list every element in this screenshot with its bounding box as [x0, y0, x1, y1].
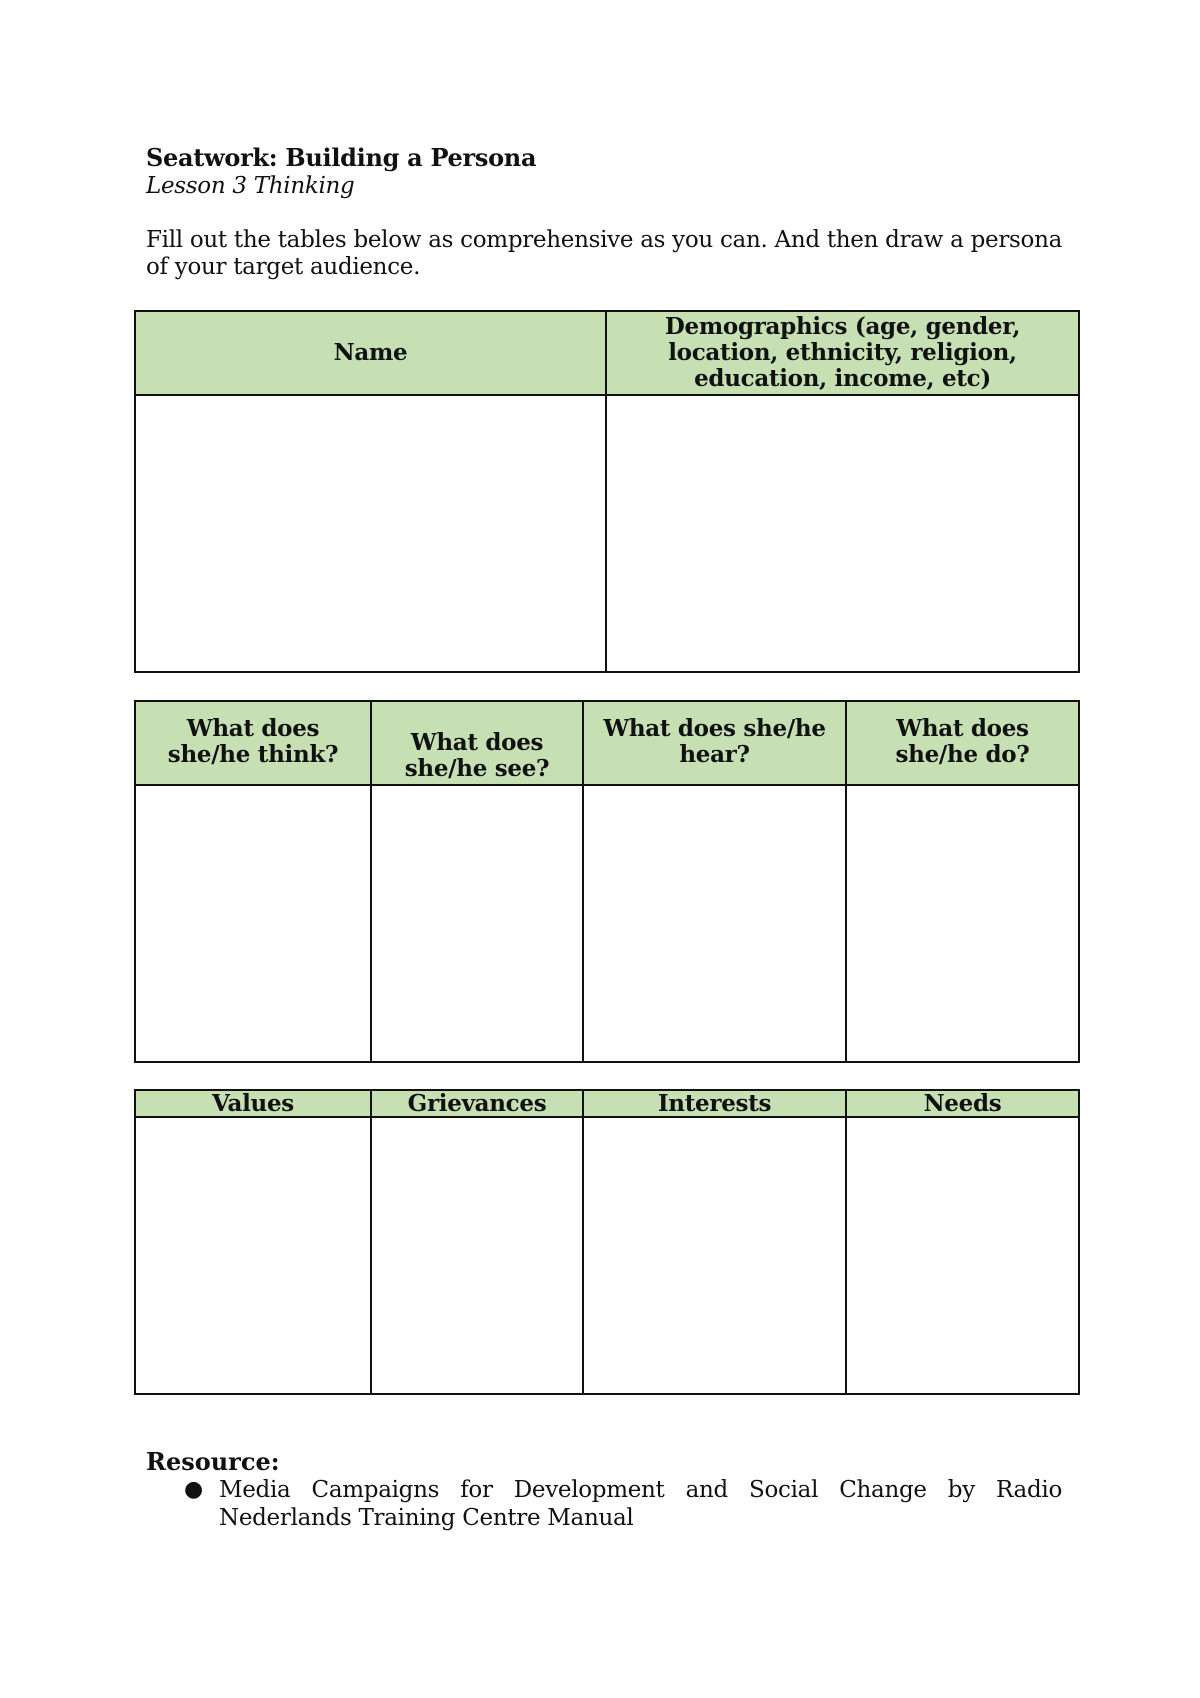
table-header-row: [135, 1090, 1079, 1117]
table-header-row: [135, 701, 1079, 785]
interests-cell[interactable]: [583, 1117, 846, 1394]
interests-header: Interests: [583, 1090, 846, 1117]
profile-table: [134, 310, 1080, 673]
instructions-text: Fill out the tables below as comprehensive as you can. And then draw a persona of your target audience.: [146, 227, 1062, 280]
list-item: [146, 1476, 1062, 1532]
values-header: Values: [135, 1090, 371, 1117]
needs-cell[interactable]: [846, 1117, 1079, 1394]
think-cell[interactable]: [135, 785, 371, 1062]
hear-cell[interactable]: [583, 785, 846, 1062]
bullet-icon: ●: [184, 1477, 203, 1502]
name-cell[interactable]: [135, 395, 606, 672]
grievances-header: Grievances: [371, 1090, 583, 1117]
table-row: [135, 785, 1079, 1062]
table-row: [135, 395, 1079, 672]
table-header-row: [135, 311, 1079, 395]
see-header: What does she/he see?: [371, 701, 583, 785]
motivations-table: [134, 1089, 1080, 1395]
grievances-cell[interactable]: [371, 1117, 583, 1394]
demographics-cell[interactable]: [606, 395, 1079, 672]
table-row: [135, 1117, 1079, 1394]
think-header: What does she/he think?: [135, 701, 371, 785]
name-header: Name: [135, 311, 606, 395]
page-title: Seatwork: Building a Persona: [146, 143, 537, 172]
do-header: What does she/he do?: [846, 701, 1079, 785]
do-cell[interactable]: [846, 785, 1079, 1062]
senses-table: [134, 700, 1080, 1063]
resource-item-text: Media Campaigns for Development and Social Change by Radio Nederlands Training Centre Manual: [219, 1477, 1062, 1531]
see-cell[interactable]: [371, 785, 583, 1062]
resource-label: Resource:: [146, 1447, 280, 1476]
demographics-header: Demographics (age, gender, location, ethnicity, religion, education, income, etc): [606, 311, 1079, 395]
resource-list: [146, 1476, 1062, 1532]
page-subtitle: Lesson 3 Thinking: [146, 173, 355, 199]
values-cell[interactable]: [135, 1117, 371, 1394]
hear-header: What does she/he hear?: [583, 701, 846, 785]
needs-header: Needs: [846, 1090, 1079, 1117]
